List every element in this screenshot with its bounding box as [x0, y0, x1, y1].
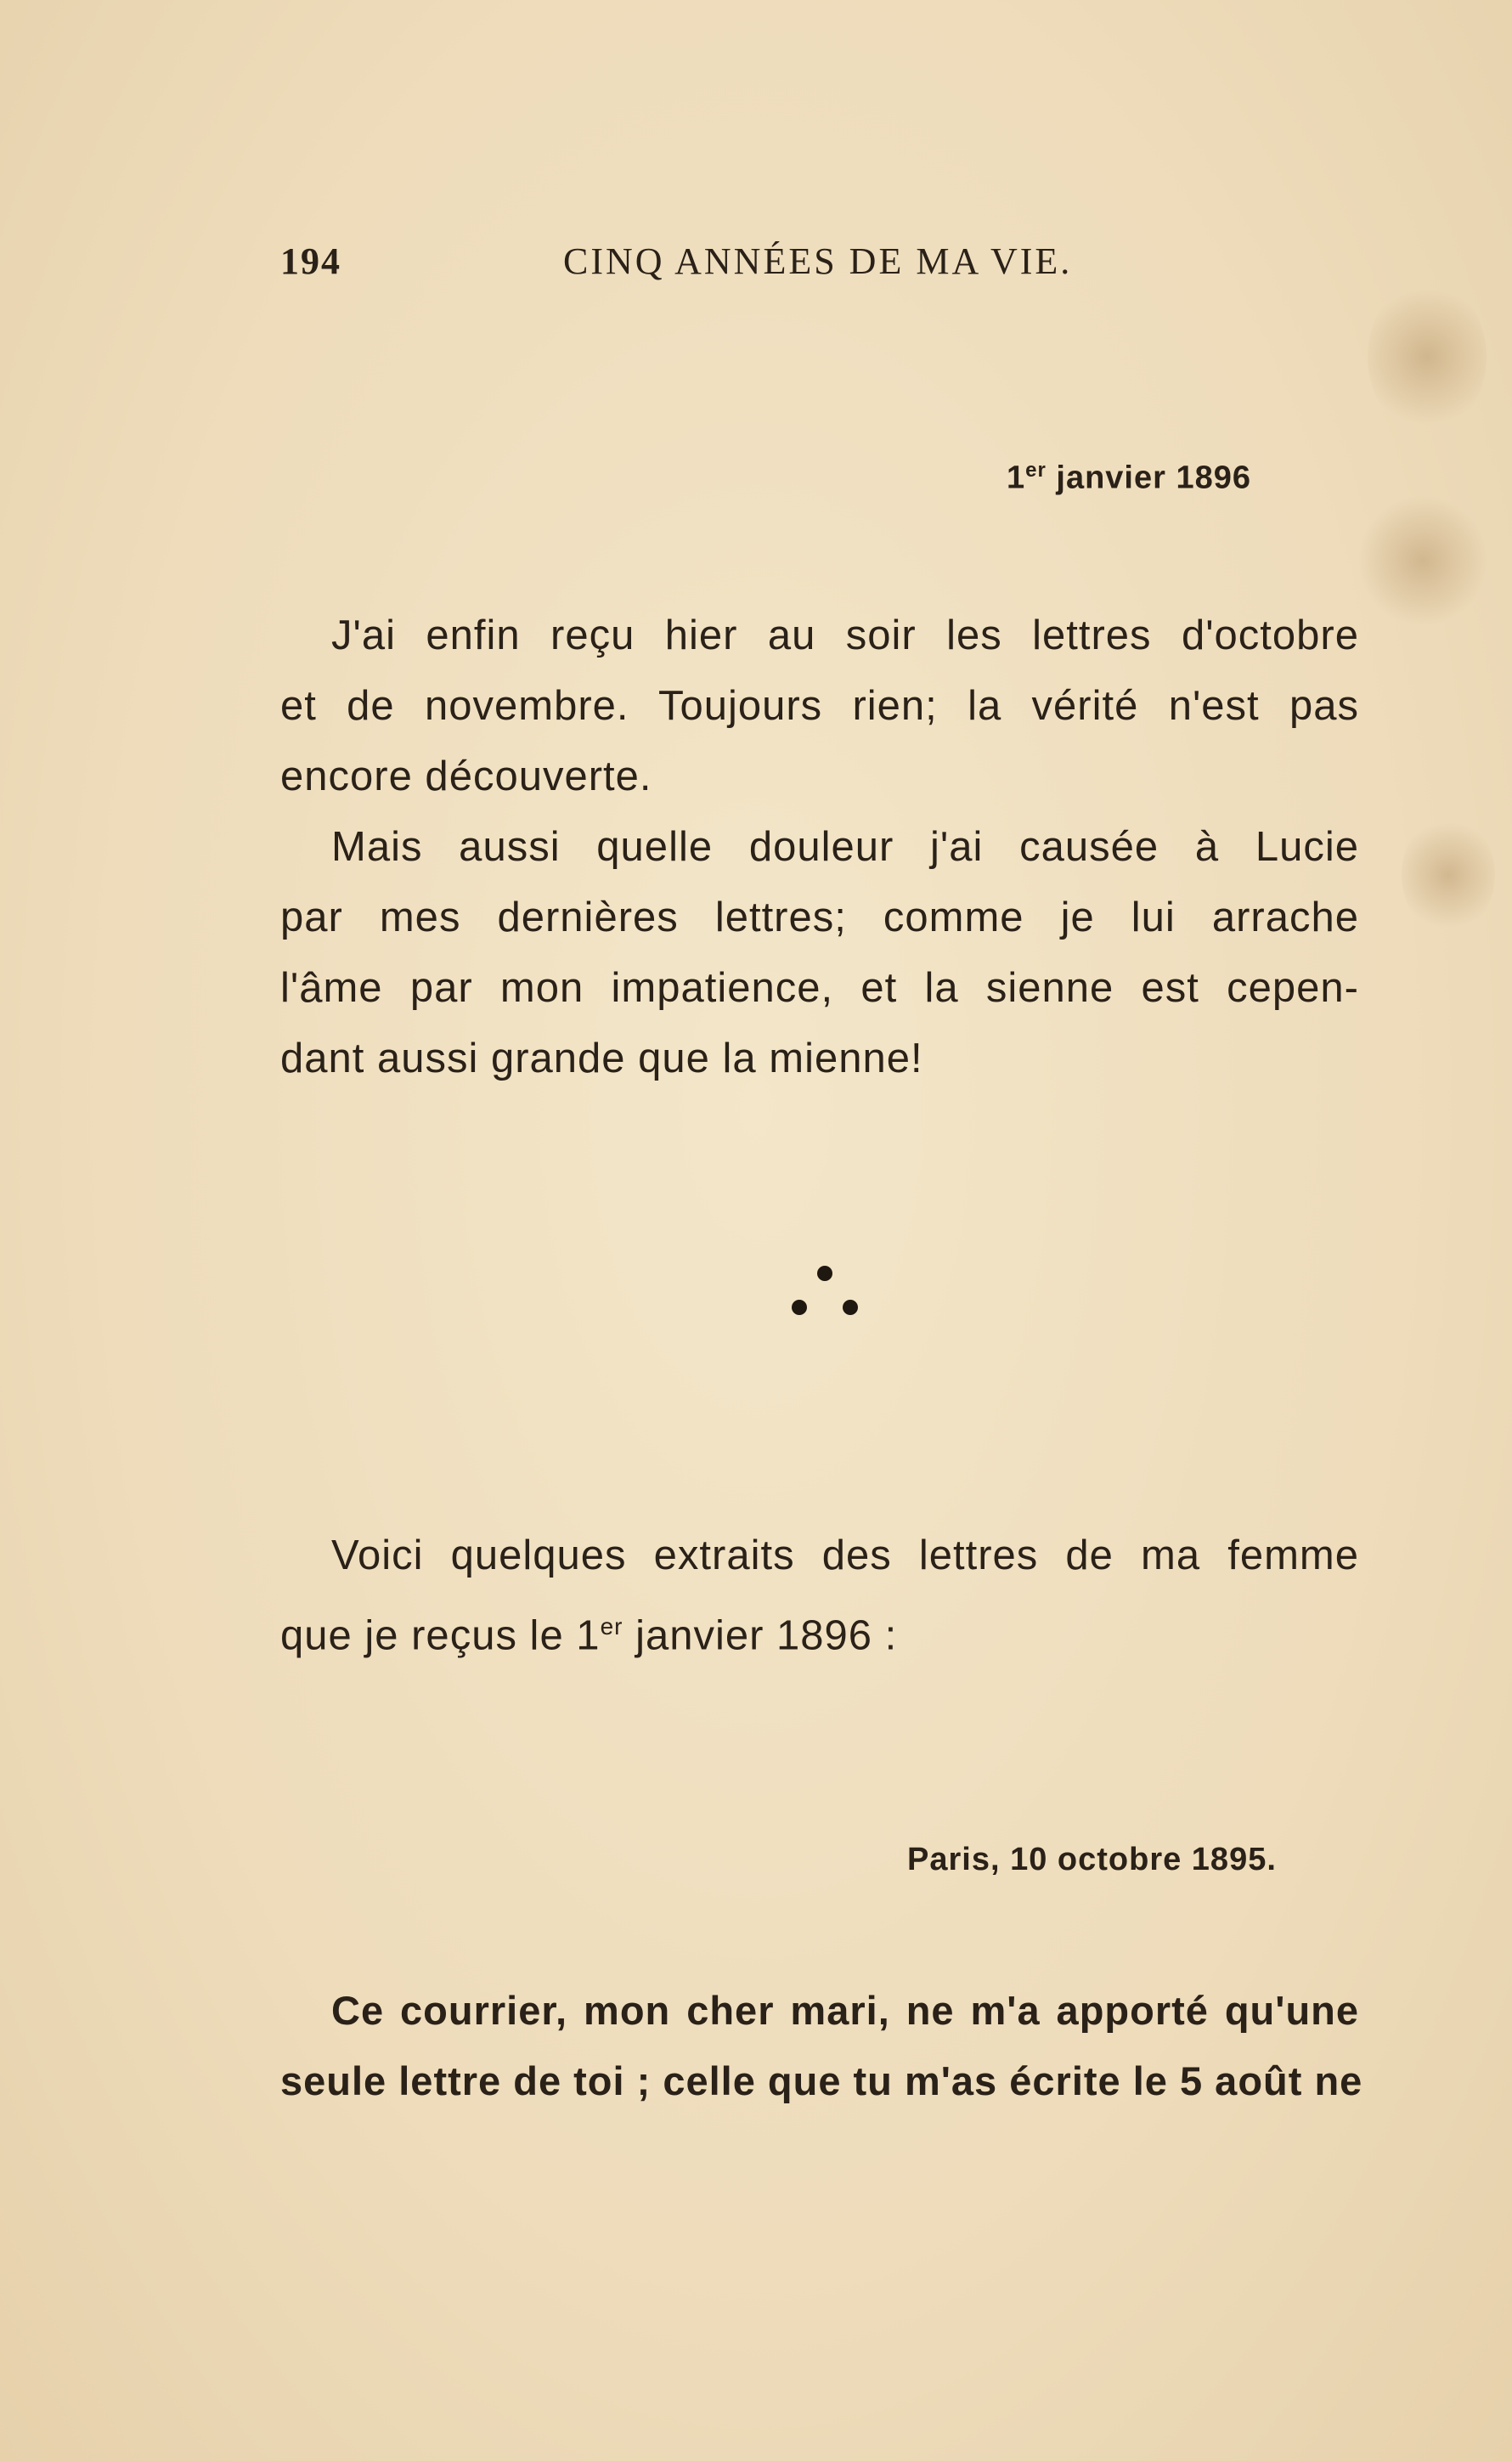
superscript: er: [600, 1613, 623, 1640]
book-title: CINQ ANNÉES DE MA VIE.: [563, 240, 1073, 282]
text-line: J'ai enfin reçu hier au soir les lettres d'octobre: [331, 612, 1359, 658]
dateline-day: 1: [1007, 460, 1026, 496]
asterism-dot: [843, 1300, 858, 1315]
letter-dateline: Paris, 10 octobre 1895.: [907, 1842, 1277, 1877]
text-line: [280, 1591, 1359, 1671]
text-fragment: que je reçus le 1: [280, 1612, 601, 1659]
intro-paragraph: [280, 1521, 1359, 1671]
letter-paragraph: [280, 1975, 1363, 2116]
text-line: encore découverte.: [280, 754, 652, 799]
text-line: l'âme par mon impatience, et la sienne est cepen-: [280, 965, 1359, 1011]
running-head: [280, 240, 1087, 291]
text-line: Mais aussi quelle douleur j'ai causée à Lucie: [331, 824, 1359, 870]
dateline-superscript: er: [1025, 459, 1047, 482]
text-line: par mes dernières lettres; comme je lui arrache: [280, 895, 1359, 940]
page-stain: [1368, 280, 1487, 433]
asterism-dot: [817, 1266, 832, 1281]
dateline-text: janvier 1896: [1056, 460, 1251, 496]
asterism-dot: [792, 1300, 807, 1315]
page-stain: [1359, 493, 1487, 629]
text-line: Voici quelques extraits des lettres de ma femme: [331, 1532, 1359, 1578]
text-line: et de novembre. Toujours rien; la vérité n'est pas: [280, 683, 1359, 729]
page-number: 194: [280, 240, 341, 282]
text-line: dant aussi grande que la mienne!: [280, 1036, 923, 1081]
entry-dateline: [1007, 459, 1251, 497]
entry-paragraph-1: [280, 601, 1359, 1094]
page-stain: [1402, 816, 1495, 934]
text-fragment: janvier 1896 :: [623, 1612, 898, 1659]
asterism-separator: [775, 1257, 877, 1334]
text-line: seule lettre de toi ; celle que tu m'as écrite le 5 août ne: [280, 2058, 1363, 2103]
text-line: Ce courrier, mon cher mari, ne m'a apporté qu'une: [331, 1988, 1359, 2033]
